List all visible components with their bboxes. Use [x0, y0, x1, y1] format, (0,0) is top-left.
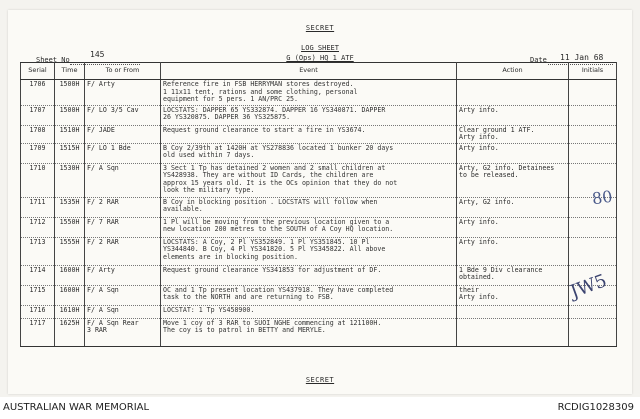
row-event: LOCSTAT: 1 Tp YS458900. — [161, 305, 457, 318]
row-time: 1530H — [55, 163, 85, 197]
row-initials — [569, 305, 617, 318]
row-time: 1625H — [55, 318, 85, 346]
row-serial: 1713 — [21, 237, 55, 265]
row-to-from: F/ JADE — [85, 125, 161, 143]
date-label: Date — [530, 56, 547, 64]
row-serial: 1711 — [21, 197, 55, 217]
row-to-from: F/ A Sqn Rear 3 RAR — [85, 318, 161, 346]
row-to-from: F/ A Sqn — [85, 163, 161, 197]
col-action-header: Action — [457, 63, 569, 80]
row-to-from: F/ 7 RAR — [85, 217, 161, 237]
row-to-from: F/ Arty — [85, 265, 161, 285]
row-event: B Coy in blocking position . LOCSTATS will follow when available. — [161, 197, 457, 217]
row-time: 1500H — [55, 80, 85, 106]
handwritten-initials-1: 80 — [590, 186, 614, 209]
row-event: Move 1 coy of 3 RAR to SUOI NGHE commencing at 121100H. The coy is to patrol in BETTY and MERYLE. — [161, 318, 457, 346]
row-serial: 1710 — [21, 163, 55, 197]
row-event: Reference fire in FSB HERRYMAN stores destroyed. 1 11x11 tent, rations and some clothing, personal equipment for 5 pers. 1 AN/PRC 25. — [161, 80, 457, 106]
row-time: 1555H — [55, 237, 85, 265]
table-row — [21, 105, 617, 125]
row-action: Arty info. — [457, 217, 569, 237]
row-action — [457, 305, 569, 318]
row-time: 1500H — [55, 105, 85, 125]
row-serial: 1717 — [21, 318, 55, 346]
row-event: LOCSTATS: DAPPER 65 YS332874. DAPPER 16 YS340871. DAPPER 26 YS320875. DAPPER 36 YS325875. — [161, 105, 457, 125]
row-action: 1 Bde 9 Div clearance obtained. — [457, 265, 569, 285]
table-row — [21, 285, 617, 305]
row-serial: 1714 — [21, 265, 55, 285]
row-serial: 1715 — [21, 285, 55, 305]
row-serial: 1716 — [21, 305, 55, 318]
sheet-number-label: Sheet No — [36, 56, 70, 64]
table-header-row — [21, 63, 617, 80]
row-action: Arty, G2 info. Detainees to be released. — [457, 163, 569, 197]
row-time: 1600H — [55, 265, 85, 285]
row-action: their Arty info. — [457, 285, 569, 305]
row-time: 1550H — [55, 217, 85, 237]
row-to-from: F/ 2 RAR — [85, 197, 161, 217]
row-event: 3 Sect 1 Tp has detained 2 women and 2 small children at YS428938. They are without ID Cards, the children are approx 15 years old. It is the OCs opinion that they do not look the military type. — [161, 163, 457, 197]
row-serial: 1707 — [21, 105, 55, 125]
row-to-from: F/ 2 RAR — [85, 237, 161, 265]
table-row — [21, 197, 617, 217]
archive-id: RCDIG1028309 — [557, 402, 634, 413]
row-action — [457, 318, 569, 346]
row-to-from: F/ A Sqn — [85, 305, 161, 318]
row-initials — [569, 143, 617, 163]
row-to-from: F/ LO 3/5 Cav — [85, 105, 161, 125]
table-row — [21, 237, 617, 265]
row-serial: 1712 — [21, 217, 55, 237]
row-event: Request ground clearance YS341853 for adjustment of DF. — [161, 265, 457, 285]
table-row — [21, 305, 617, 318]
table-row — [21, 217, 617, 237]
col-event-header: Event — [161, 63, 457, 80]
table-row — [21, 318, 617, 346]
row-initials — [569, 80, 617, 106]
row-action: Clear ground 1 ATF. Arty info. — [457, 125, 569, 143]
sheet-subtitle: G (Ops) HQ 1 ATF — [286, 54, 354, 62]
row-time: 1515H — [55, 143, 85, 163]
col-initials-header: Initials — [569, 63, 617, 80]
archive-footer — [0, 397, 640, 419]
row-time: 1535H — [55, 197, 85, 217]
row-event: OC and 1 Tp present location YS437918. They have completed task to the NORTH and are returning to FSB. — [161, 285, 457, 305]
table-row — [21, 265, 617, 285]
sheet-number-value: 145 — [90, 50, 105, 59]
row-event: B Coy 2/39th at 1420H at YS278836 located 1 bunker 20 days old used within 7 days. — [161, 143, 457, 163]
row-initials — [569, 125, 617, 143]
row-initials — [569, 237, 617, 265]
row-serial: 1706 — [21, 80, 55, 106]
row-action: Arty, G2 info. — [457, 197, 569, 217]
row-time: 1600H — [55, 285, 85, 305]
log-table — [20, 62, 617, 347]
table-row — [21, 125, 617, 143]
row-event: 1 Pl will be moving from the previous location given to a new location 200 metres to the SOUTH of A Coy HQ location. — [161, 217, 457, 237]
classification-top: SECRET — [305, 24, 335, 32]
table-row — [21, 143, 617, 163]
table-row — [21, 80, 617, 106]
row-event: LOCSTATS: A Coy, 2 Pl YS352849. 1 Pl YS351845. 10 Pl YS344840. B Coy, 4 Pl YS341820. 5 Pl YS345822. All above elements are in blocking position. — [161, 237, 457, 265]
row-event: Request ground clearance to start a fire in YS3674. — [161, 125, 457, 143]
date-value: 11 Jan 68 — [560, 53, 604, 62]
row-initials — [569, 217, 617, 237]
archive-name: AUSTRALIAN WAR MEMORIAL — [3, 402, 150, 413]
table-row — [21, 163, 617, 197]
row-serial: 1709 — [21, 143, 55, 163]
row-action: Arty info. — [457, 143, 569, 163]
row-to-from: F/ LO 1 Bde — [85, 143, 161, 163]
col-to-from-header: To or From — [85, 63, 161, 80]
row-action: Arty info. — [457, 105, 569, 125]
handwritten-initials-2: JW5 — [567, 270, 610, 303]
row-to-from: F/ A Sqn — [85, 285, 161, 305]
row-to-from: F/ Arty — [85, 80, 161, 106]
row-action: Arty info. — [457, 237, 569, 265]
col-time-header: Time — [55, 63, 85, 80]
col-serial-header: Serial — [21, 63, 55, 80]
row-serial: 1708 — [21, 125, 55, 143]
row-time: 1610H — [55, 305, 85, 318]
sheet-title: LOG SHEET — [301, 44, 339, 52]
row-initials — [569, 105, 617, 125]
row-time: 1510H — [55, 125, 85, 143]
row-initials — [569, 318, 617, 346]
classification-bottom: SECRET — [305, 376, 335, 384]
row-action — [457, 80, 569, 106]
